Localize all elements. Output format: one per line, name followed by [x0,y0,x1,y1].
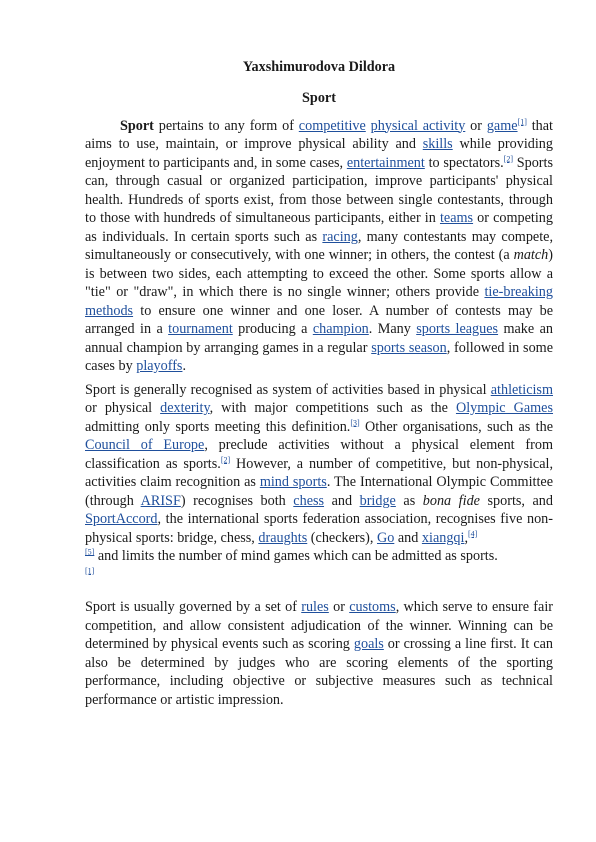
paragraph-text: . The International Olympic Committee (through [85,474,553,509]
paragraph-text: that aims to use, maintain, or improve physical ability and [85,117,553,152]
link-rules[interactable]: rules [301,599,329,615]
paragraph-text: or crossing a line first. It can also be determined by judges who are scoring elements of the sporting performance, including objective or subjective measures such as technical performance or artistic impression. [85,636,554,708]
italic-term: bona fide [422,492,480,509]
paragraph-rules [85,598,553,709]
paragraph-text: , with major competitions such as the [209,400,456,416]
paragraph-intro [85,117,553,376]
bold-term: Sport [120,117,154,134]
paragraph-text: while providing enjoyment to participants and, in some cases, [85,136,553,171]
paragraph-text: , which serve to ensure fair competition, and allow consistent adjudication of the winner. Winning can be determined by physical events such as scoring [85,599,553,652]
italic-term: match [513,247,549,263]
paragraph-text: pertains to any form of [153,117,299,134]
link-bridge[interactable]: bridge [359,492,396,509]
citation-link[interactable]: [2] [220,454,231,464]
paragraph-text: to spectators. [424,154,504,171]
link-go[interactable]: Go [376,529,395,546]
author-name: Yaxshimurodova Dildora [242,59,396,75]
paragraph-text: admitting only sports meeting this definition. [85,418,351,435]
paragraph-text: as [395,492,423,509]
citation-ref [85,566,94,575]
link-teams[interactable]: teams [439,210,474,226]
paragraph-text: Other organisations, such as the [359,418,553,435]
paragraph-text: , [464,529,469,546]
paragraph-text: or physical [85,400,161,416]
link-playoffs[interactable]: playoffs [136,358,183,374]
citation-link[interactable]: [3] [350,417,360,427]
paragraph-text: and [394,529,422,546]
link-physical-activity[interactable]: physical activity [370,117,466,134]
citation-ref [468,529,477,538]
paragraph-text: make an annual champion by arranging games in a regular [85,321,553,356]
paragraph-recognition [85,381,553,585]
link-sportaccord[interactable]: SportAccord [85,511,158,527]
link-game[interactable]: game [486,117,518,134]
paragraph-text: and [324,492,360,509]
paragraph-text: , followed in some cases by [85,339,553,374]
citation-link[interactable]: [4] [468,528,478,538]
link-chess[interactable]: chess [293,492,325,509]
paragraph-text: (checkers), [307,529,377,546]
paragraph-text: or competing as individuals. In certain sports such as [85,210,553,245]
link-entertainment[interactable]: entertainment [346,154,425,171]
paragraph-text: , the international sports federation association, recognises five non-physical sports: bridge, chess, [85,511,553,546]
link-arisf[interactable]: ARISF [140,492,181,509]
link-skills[interactable]: skills [422,136,453,152]
paragraph-text: ) recognises both [180,492,294,509]
paragraph-text: or [465,117,487,134]
document-page [85,58,553,709]
paragraph-text: sports, and [479,492,553,509]
paragraph-text: Sport is usually governed by a set of [85,599,302,615]
citation-link[interactable]: [5] [85,547,95,557]
link-racing[interactable]: racing [322,228,358,245]
paragraph-text: Sport is generally recognised as system of activities based in physical [85,381,491,398]
citation-link[interactable]: [2] [503,153,513,163]
paragraph-text: . Many [368,321,417,337]
link-sports-season[interactable]: sports season [371,339,447,356]
citation-ref [85,547,94,556]
link-council-of-europe[interactable]: Council of Europe [85,437,205,453]
link-champion[interactable]: champion [312,321,369,337]
link-olympic-games[interactable]: Olympic Games [455,400,554,416]
link-tie-breaking-methods[interactable]: tie-breaking methods [85,284,553,319]
paragraph-text: and limits the number of mind games which can be admitted as sports. [94,548,498,564]
citation-link[interactable]: [1] [517,116,527,126]
paragraph-text: or [328,599,350,615]
link-mind-sports[interactable]: mind sports [259,474,327,490]
paragraph-text: Sports can, through casual or organized participation, improve participants' physical health. Hundreds of sports exist, from those between single contestants, through to those with hundreds of simultaneous participants, either in [85,154,553,226]
citation-ref [518,117,527,126]
citation-ref [350,418,359,427]
citation-ref [221,455,230,464]
paragraph-text: ) is between two sides, each attempting to exceed the other. Some sports allow a "tie" or "draw", in which there is no single winner; others provide [85,247,553,300]
link-dexterity[interactable]: dexterity [160,400,210,416]
paragraph-text: to ensure one winner and one loser. A number of contests may be arranged in a [85,302,553,337]
link-draughts[interactable]: draughts [258,529,308,546]
link-goals[interactable]: goals [353,636,384,652]
link-competitive[interactable]: competitive [298,117,366,134]
paragraph-text: . [182,358,186,374]
paragraph-text: , many contestants may compete, simultaneously or consecutively, with one winner; in others, the contest (a [85,228,553,263]
link-athleticism[interactable]: athleticism [490,381,553,398]
paragraph-text: producing a [232,321,313,337]
citation-link[interactable]: [1] [85,565,95,575]
link-customs[interactable]: customs [349,599,396,615]
link-sports-leagues[interactable]: sports leagues [416,321,499,337]
document-title: Sport [302,90,336,106]
link-xiangqi[interactable]: xiangqi [421,529,465,546]
paragraph-text: , preclude activities without a physical element from classification as sports. [85,437,553,472]
paragraph-text: However, a number of competitive, but non-physical, activities claim recognition as [85,455,553,490]
citation-ref [504,154,513,163]
link-tournament[interactable]: tournament [168,321,233,337]
